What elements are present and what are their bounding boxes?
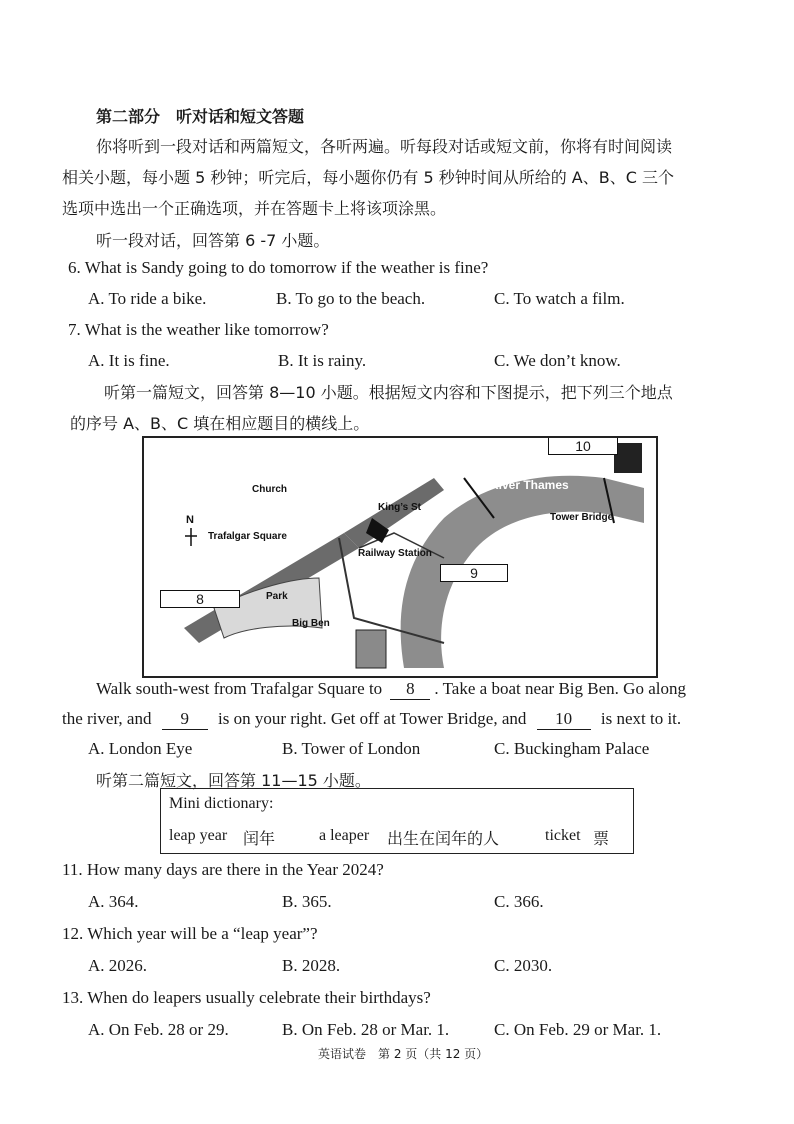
- dictionary-title: Mini dictionary:: [169, 795, 274, 812]
- big-ben-building: [356, 630, 386, 668]
- q7-option-a: A. It is fine.: [88, 351, 170, 370]
- passage1-option-c: C. Buckingham Palace: [494, 739, 650, 758]
- passage1-sentence-line-1: [96, 679, 686, 700]
- section-title: 第二部分 听对话和短文答题: [96, 107, 305, 126]
- dict-def-ticket: 票: [593, 829, 610, 848]
- q11-option-b: B. 365.: [282, 892, 332, 911]
- london-map: [142, 436, 658, 678]
- dict-term-ticket: ticket: [545, 827, 581, 844]
- map-blank-8: 8: [160, 590, 240, 608]
- sentence-part: Walk south-west from Trafalgar Square to: [96, 679, 383, 698]
- passage1-sentence-line-2: [62, 709, 681, 730]
- q13-option-b: B. On Feb. 28 or Mar. 1.: [282, 1020, 450, 1039]
- map-label-church: Church: [252, 484, 287, 495]
- question-6: 6. What is Sandy going to do tomorrow if the weather is fine?: [68, 258, 489, 277]
- question-13: 13. When do leapers usually celebrate their birthdays?: [62, 988, 431, 1007]
- instruction-line-1: 你将听到一段对话和两篇短文，各听两遍。听每段对话或短文前，你将有时间阅读: [96, 137, 673, 156]
- map-label-park: Park: [266, 591, 288, 602]
- q11-option-a: A. 364.: [88, 892, 139, 911]
- dict-term-leaper: a leaper: [319, 827, 370, 844]
- q6-option-a: A. To ride a bike.: [88, 289, 207, 308]
- question-11: 11. How many days are there in the Year 2024?: [62, 860, 384, 879]
- map-label-trafalgar: Trafalgar Square: [208, 531, 287, 542]
- map-label-tower-bridge: Tower Bridge: [550, 512, 614, 523]
- map-label-kings-st: King’s St: [378, 502, 421, 513]
- park-area: [214, 578, 322, 638]
- sentence-part: is next to it.: [600, 709, 682, 728]
- q12-option-c: C. 2030.: [494, 956, 553, 975]
- q6-option-c: C. To watch a film.: [494, 289, 625, 308]
- dict-term-leap-year: leap year: [169, 827, 228, 844]
- dict-def-leaper: 出生在闰年的人: [387, 829, 500, 848]
- tower-building: [614, 443, 642, 473]
- sentence-part: is on your right. Get off at Tower Bridge, and: [217, 709, 527, 728]
- map-blank-9: 9: [440, 564, 508, 582]
- answer-blank-8[interactable]: 8: [390, 679, 430, 700]
- river-thames-shape: [401, 476, 644, 668]
- mini-dictionary-box: [160, 788, 634, 854]
- passage2-intro: 听第二篇短文，回答第 11—15 小题。: [96, 771, 371, 790]
- instruction-line-2: 相关小题，每小题 5 秒钟；听完后，每小题你仍有 5 秒钟时间从所给的 A、B、C 三个: [62, 168, 674, 187]
- sentence-part: the river, and: [62, 709, 152, 728]
- answer-blank-9[interactable]: 9: [162, 709, 208, 730]
- sentence-part: . Take a boat near Big Ben. Go along: [434, 679, 686, 698]
- page-footer: 英语试卷 第 2 页（共 12 页）: [318, 1047, 489, 1061]
- dialogue-intro: 听一段对话，回答第 6 -7 小题。: [96, 231, 330, 250]
- q12-option-b: B. 2028.: [282, 956, 341, 975]
- map-label-big-ben: Big Ben: [292, 618, 330, 629]
- map-label-railway: Railway Station: [358, 548, 432, 559]
- question-12: 12. Which year will be a “leap year”?: [62, 924, 318, 943]
- instruction-line-3: 选项中选出一个正确选项，并在答题卡上将该项涂黑。: [62, 199, 447, 218]
- map-label-north: N: [186, 514, 194, 526]
- q13-option-a: A. On Feb. 28 or 29.: [88, 1020, 229, 1039]
- q7-option-c: C. We don’t know.: [494, 351, 621, 370]
- question-7: 7. What is the weather like tomorrow?: [68, 320, 329, 339]
- q7-option-b: B. It is rainy.: [278, 351, 367, 370]
- answer-blank-10[interactable]: 10: [537, 709, 591, 730]
- q12-option-a: A. 2026.: [88, 956, 148, 975]
- map-label-river: River Thames: [490, 478, 569, 492]
- passage1-intro-1: 听第一篇短文，回答第 8—10 小题。根据短文内容和下图提示，把下列三个地点: [104, 383, 673, 402]
- map-blank-10: 10: [548, 437, 618, 455]
- q6-option-b: B. To go to the beach.: [276, 289, 426, 308]
- q13-option-c: C. On Feb. 29 or Mar. 1.: [494, 1020, 662, 1039]
- passage1-option-b: B. Tower of London: [282, 739, 421, 758]
- passage1-option-a: A. London Eye: [88, 739, 193, 758]
- passage1-intro-2: 的序号 A、B、C 填在相应题目的横线上。: [70, 414, 370, 433]
- dict-def-leap-year: 闰年: [243, 829, 276, 848]
- q11-option-c: C. 366.: [494, 892, 544, 911]
